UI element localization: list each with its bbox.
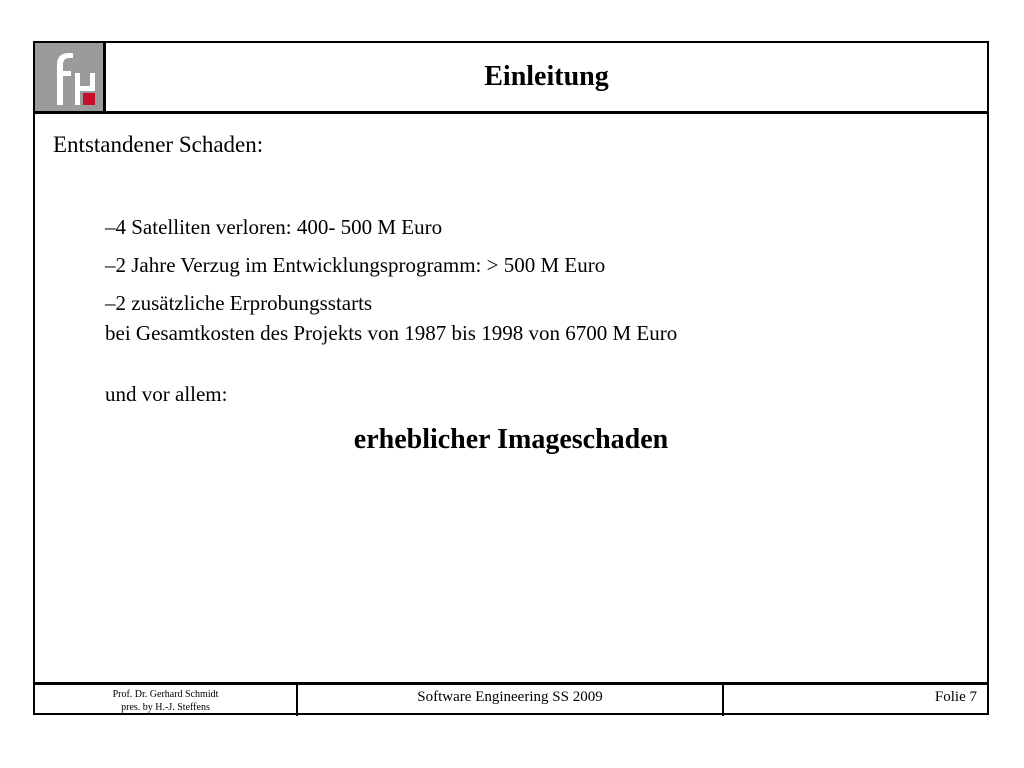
bullet-text: –2 Jahre Verzug im Entwicklungsprogramm: > 500 M Euro xyxy=(105,253,606,277)
author-name: Prof. Dr. Gerhard Schmidt xyxy=(112,689,219,700)
bullet-continuation: bei Gesamtkosten des Projekts von 1987 bis 1998 von 6700 M Euro xyxy=(105,321,678,345)
slide-title: Einleitung xyxy=(484,61,609,92)
footer-course: Software Engineering SS 2009 xyxy=(298,685,724,716)
content-lead: Entstandener Schaden: xyxy=(53,132,264,157)
footer-page-number: Folie 7 xyxy=(934,689,977,705)
emphasis-text: erheblicher Imageschaden xyxy=(353,424,669,455)
presenter-name: pres. by H.-J. Steffens xyxy=(121,702,210,713)
slide-footer xyxy=(35,682,987,716)
fh-logo-icon xyxy=(35,43,106,111)
slide-header xyxy=(35,43,987,114)
bullet-item xyxy=(105,250,677,280)
slide-content xyxy=(35,114,987,682)
bullet-text: –2 zusätzliche Erprobungsstarts xyxy=(105,291,373,315)
emphasis-lead: und vor allem: xyxy=(105,382,228,406)
bullet-item xyxy=(105,288,677,348)
slide-frame xyxy=(33,41,989,715)
footer-author xyxy=(35,685,298,716)
bullet-list xyxy=(105,212,677,356)
bullet-text: –4 Satelliten verloren: 400- 500 M Euro xyxy=(105,215,443,239)
bullet-item xyxy=(105,212,677,242)
